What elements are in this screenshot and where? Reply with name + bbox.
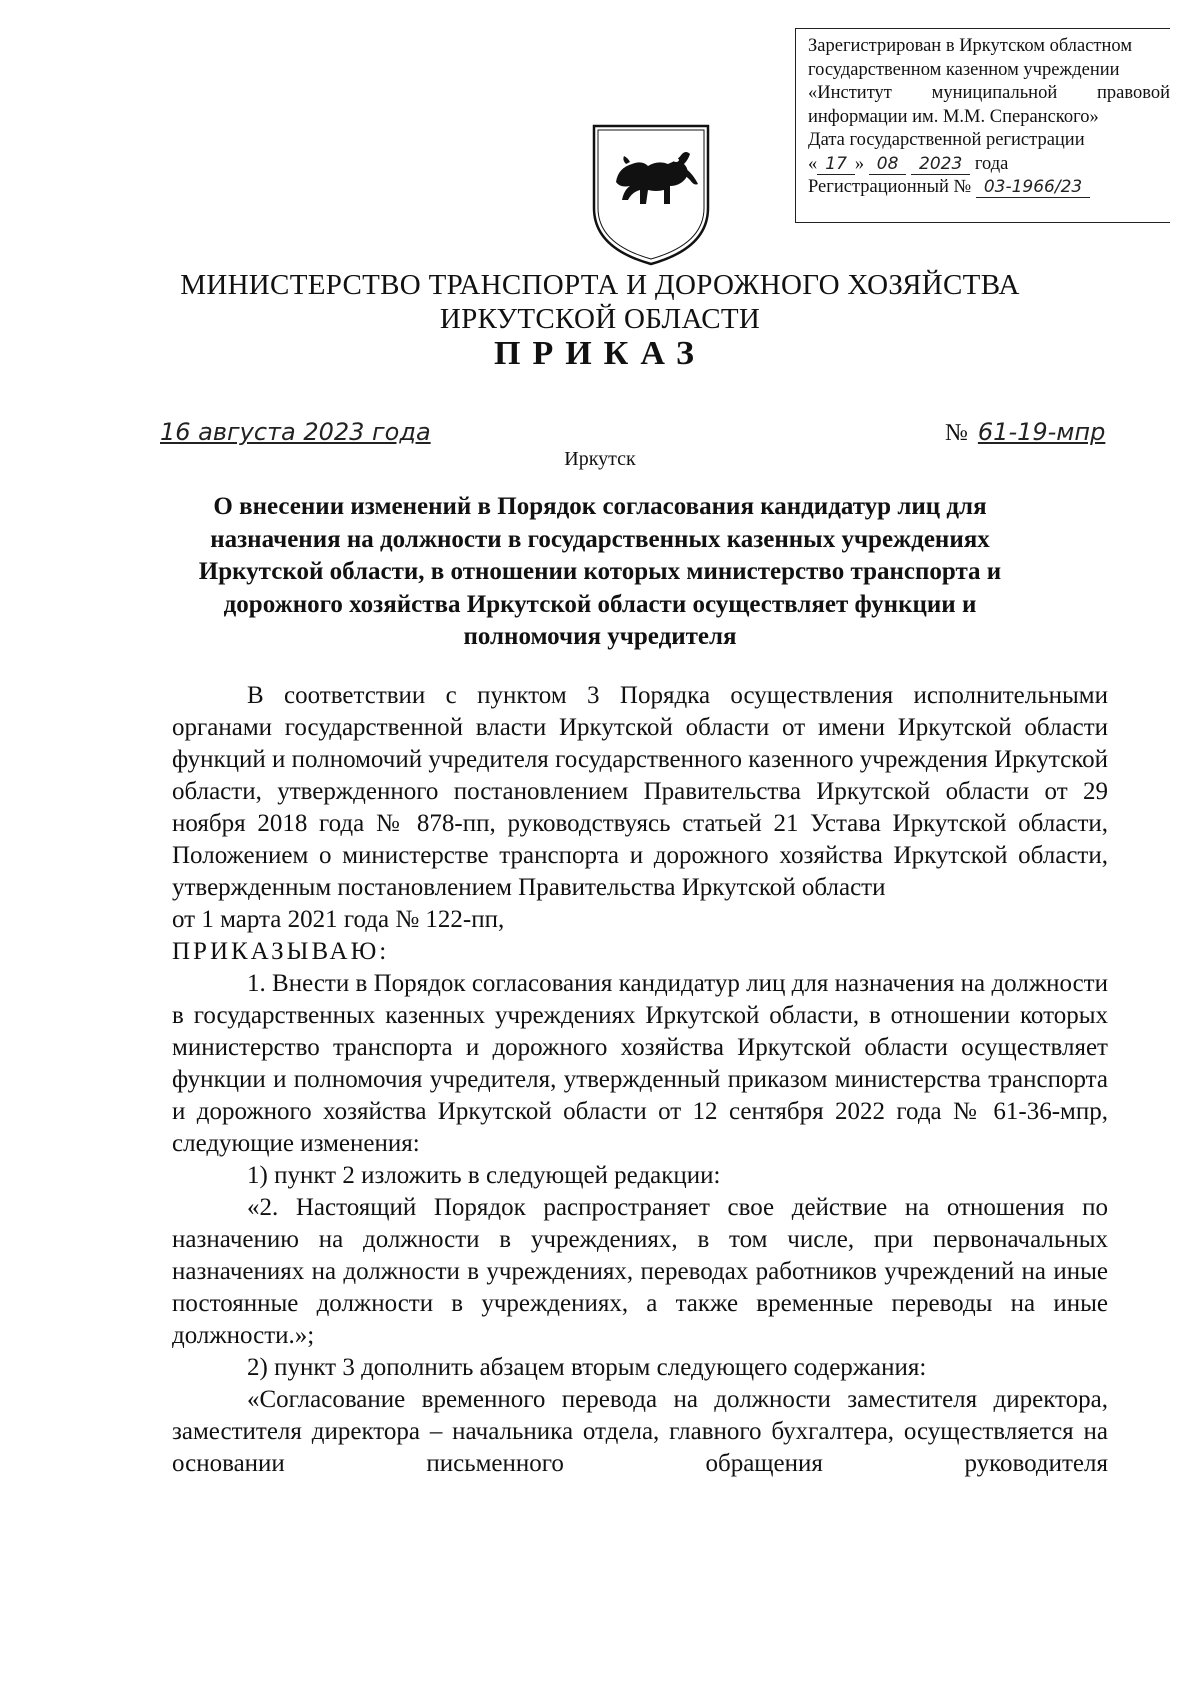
- reg-number-label: Регистрационный №: [808, 177, 972, 197]
- registration-number: 03-1966/23: [976, 177, 1090, 198]
- order-number-value: 61-19-мпр: [977, 418, 1106, 446]
- document-type: ПРИКАЗ: [494, 335, 706, 372]
- subitem-1: 1) пункт 2 изложить в следующей редакции:: [247, 1162, 721, 1189]
- registration-day: 17: [817, 154, 855, 175]
- order-date: 16 августа 2023 года: [160, 418, 431, 446]
- subitem-1-text: «2. Настоящий Порядок распространяет свое действие на отношения по назначению на должности в учреждениях, в том числе, при первоначальных назначениях на должности в учреждениях, переводах работников учреждений на иные постоянные должности в учреждениях, а также временные переводы на иные должности.»;: [172, 1194, 1108, 1349]
- ministry-region: ИРКУТСКОЙ ОБЛАСТИ: [439, 303, 761, 335]
- ministry-name: МИНИСТЕРСТВО ТРАНСПОРТА И ДОРОЖНОГО ХОЗЯЙСТВА: [180, 269, 1020, 301]
- stamp-line-3: «Институт муниципальной правовой: [808, 83, 1170, 103]
- order-number-label: №: [945, 420, 968, 446]
- decree-word: ПРИКАЗЫВАЮ:: [172, 938, 390, 965]
- order-number: [945, 418, 1105, 447]
- registration-year: 2023: [911, 154, 970, 175]
- coat-of-arms-icon: [586, 120, 716, 268]
- registration-stamp: [795, 28, 1170, 223]
- stamp-line-2: государственном казенном учреждении: [808, 59, 1120, 80]
- date-suffix: года: [974, 153, 1009, 174]
- stamp-line-5: Дата государственной регистрации: [808, 130, 1085, 150]
- item-1: 1. Внести в Порядок согласования кандидатур лиц для назначения на должности в государственных казенных учреждениях Иркутской области, в отношении которых министерство транспорта и дорожного хозяйства Иркутской области осуществляет функции и полномочия учредителя, утвержденный приказом министерства транспорта и дорожного хозяйства Иркутской области от 12 сентября 2022 года № 61-36-мпр, следующие изменения:: [172, 970, 1108, 1157]
- document-body: [172, 680, 1108, 1480]
- preamble-end: от 1 марта 2021 года № 122-пп,: [172, 906, 505, 933]
- document-title: О внесении изменений в Порядок согласования кандидатур лиц для назначения на должности в государственных казенных учреждениях Иркутской области, в отношении которых министерство транспорта и дорожного хозяйства Иркутской области осуществляет функции и полномочия учредителя: [198, 493, 1002, 650]
- registration-month: 08: [869, 154, 907, 175]
- stamp-line-4: информации им. М.М. Сперанского»: [808, 106, 1099, 127]
- stamp-line-1: Зарегистрирован в Иркутском областном: [808, 36, 1133, 56]
- subitem-2: 2) пункт 3 дополнить абзацем вторым следующего содержания:: [247, 1354, 927, 1381]
- subitem-2-text: «Согласование временного перевода на должности заместителя директора, заместителя директора – начальника отдела, главного бухгалтера, осуществляется на основании письменного обращения руководителя: [172, 1386, 1108, 1477]
- date-open-quote: «: [808, 153, 818, 174]
- preamble-paragraph: В соответствии с пунктом 3 Порядка осуществления исполнительными органами государственной власти Иркутской области от имени Иркутской области функций и полномочий учредителя государственного казенного учреждения Иркутской области, утвержденного постановлением Правительства Иркутской области от 29 ноября 2018 года № 878-пп, руководствуясь статьей 21 Устава Иркутской области, Положением о министерстве транспорта и дорожного хозяйства Иркутской области, утвержденным постановлением Правительства Иркутской области: [172, 682, 1108, 901]
- city: Иркутск: [564, 448, 636, 470]
- date-close-quote: »: [854, 153, 865, 174]
- stamp-registration-date: [808, 153, 1170, 177]
- ministry-heading: [0, 268, 1200, 336]
- stamp-registration-number: [808, 176, 1170, 200]
